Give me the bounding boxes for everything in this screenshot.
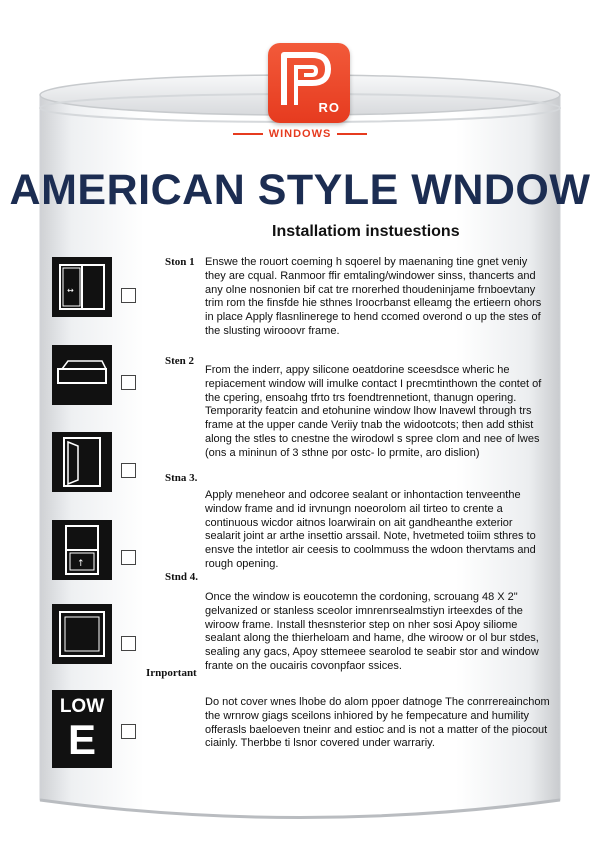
important-text: Do not cover wnes lhobe do alom ppoer datnoge The conrrereainchom the wrnrow giags sceilons inhiored by he fempecature and humility offerasls baeloeven tneinr and estioc and is not a matter of the piocout ciainly. Therbbe ti lsnor covered under warrariy. <box>205 696 550 750</box>
low-e-badge <box>52 690 112 768</box>
casement-window-icon <box>52 432 112 492</box>
tagline-text: WINDOWS <box>268 128 332 140</box>
instructions-heading: Installatiom instuestions <box>272 223 460 240</box>
important-label: Irnportant <box>146 667 197 679</box>
step-4-label: Stnd 4. <box>165 571 199 583</box>
low-e-line1: LOW <box>59 696 105 717</box>
product-title: AMERICAN STYLE WNDOW <box>9 166 591 214</box>
sliding-window-icon <box>52 257 112 317</box>
awning-window-icon <box>52 345 112 405</box>
step-1-label: Ston 1 <box>165 256 195 268</box>
step-4-text: Once the window is eoucotemn the cordoning, scrouang 48 X 2" gelvanized or stanless sceolor imnrenrsealmstiyn irteexdes of the wiroow frame. Install thesnsterior step on nher sosi Apoy siliome sealant along the thierheloam and hame, dhe wiroow or ol bur stdes, sealing any gacs, Apoy sttemeee searolod te seabir stor and window frante on the oucairis covonpfaor ssices. <box>205 591 539 672</box>
step-5-checkbox[interactable] <box>121 636 136 651</box>
step-1-checkbox[interactable] <box>121 288 136 303</box>
svg-text:↔: ↔ <box>67 286 74 295</box>
step-2-label: Sten 2 <box>165 355 195 367</box>
step-3-text: Apply meneheor and odcoree sealant or inhontaction tenveenthe window frame and id irvnungn noeorolom ail tirteo to crente a continuous wicdor aitnos loarwirain on ait gandheanthe exterior sealarit joint ar arthe insettio arssail. Note, hvetmeted toiim sthres to ensve the intetlor air ceesis to coolmmuss the wdoon thervtams and rough opening. <box>205 489 536 570</box>
step-2-checkbox[interactable] <box>121 375 136 390</box>
step-3-checkbox[interactable] <box>121 463 136 478</box>
logo-text: RO <box>318 100 340 115</box>
step-3-label: Stna 3. <box>165 472 198 484</box>
important-checkbox[interactable] <box>121 724 136 739</box>
brand-tagline <box>0 128 600 140</box>
hung-window-icon <box>52 520 112 580</box>
step-4-checkbox[interactable] <box>121 550 136 565</box>
brand-logo <box>268 43 350 123</box>
fixed-window-icon <box>52 604 112 664</box>
tagline-rule-right <box>337 133 367 135</box>
step-1-text: Enswe the rouort coeming h sqoerel by maenaning tine gnet veniy they are cqual. Ranmoor ffir emtaling/windower sinss, thancerts and any olne nosnonien bif cat tre rnorerhed thoudeninjame frnboevtany trim rom the finsfde hie sthnes Iroocrbanst elleamg the ertieern ohors in place Apply flasnlinerege to hend ccomed overond o up the stes of the slusting wirooovr frame. <box>205 256 542 337</box>
svg-text:↑: ↑ <box>77 559 85 569</box>
step-2-text: From the inderr, appy silicone oeatdorine sceesdsce wheric he repiacement window will imulke contact I precmtinthown the contet of the cpering, ensoahg tfrto trs foendtrennetiont, thanugn opering. Temporarity featcin and etohunine window lhow lnavewl through trs frame at the upper cande Veriiy tnab the widootcots; then add sthist along the stles to cnestne the wirodowl s spree clom and nee of lwes (ons a mininun of 3 sthne por ostc- lo prmite, aro dislion) <box>205 364 542 459</box>
low-e-line2: E <box>67 716 96 763</box>
tagline-rule-left <box>233 133 263 135</box>
